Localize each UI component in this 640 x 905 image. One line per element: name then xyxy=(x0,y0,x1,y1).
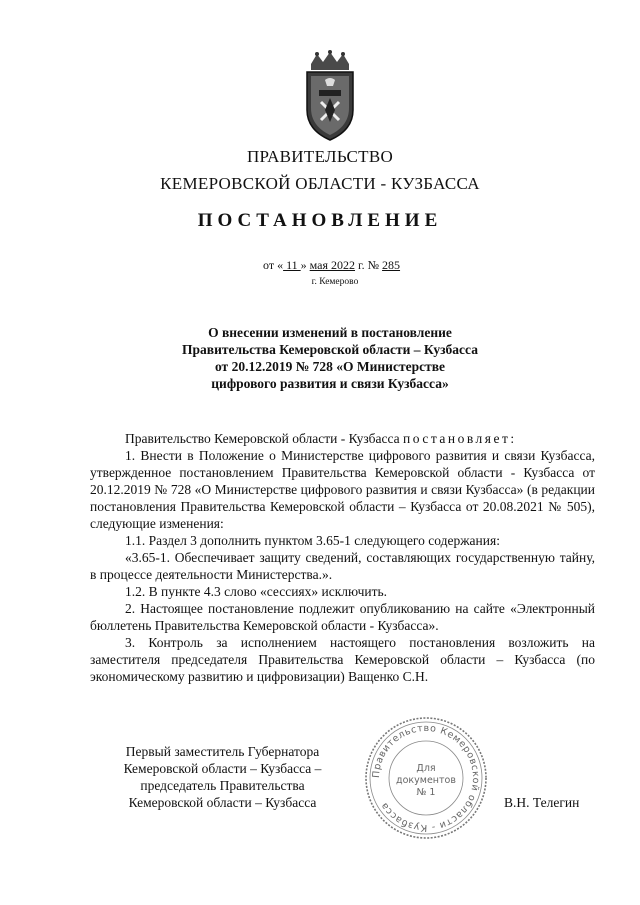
stamp-center-line2: документов xyxy=(396,775,456,786)
heading-line3: от 20.12.2019 № 728 «О Министерстве xyxy=(214,359,445,374)
intro-text: Правительство Кемеровской области - Кузбасса xyxy=(125,431,404,446)
date-mid: » xyxy=(300,258,310,272)
document-type-title: ПОСТАНОВЛЕНИЕ xyxy=(197,210,443,231)
paragraph-1-1-quote: «3.65-1. Обеспечивает защиту сведений, составляющих государственную тайну, в процессе деятельности Министерства.». xyxy=(90,550,595,582)
coat-of-arms-emblem xyxy=(299,50,361,142)
paragraph-3: 3. Контроль за исполнением настоящего постановления возложить на заместителя председателя Правительства Кемеровской области – Кузбасса (по экономическому развитию и цифровизации) Ващенко С.Н. xyxy=(90,635,595,684)
paragraph-1-2: 1.2. В пункте 4.3 слово «сессиях» исключить. xyxy=(125,584,388,599)
date-year-suffix: г. № xyxy=(355,258,383,272)
signature-line1: Первый заместитель Губернатора xyxy=(125,744,320,759)
intro-resolves: постановляет: xyxy=(403,431,517,446)
intro-paragraph xyxy=(90,430,595,447)
date-line xyxy=(263,258,400,273)
signature-line4: Кемеровской области – Кузбасса xyxy=(128,795,317,810)
date-day: 11 xyxy=(283,258,301,272)
date-month-year: мая 2022 xyxy=(309,258,356,272)
signature-line3: председатель Правительства xyxy=(140,778,305,793)
official-stamp xyxy=(363,715,489,841)
heading-line2: Правительства Кемеровской области – Кузбасса xyxy=(182,342,478,357)
date-prefix: от « xyxy=(263,258,284,272)
stamp-center-line3: № 1 xyxy=(416,787,436,798)
document-number: 285 xyxy=(382,258,401,272)
signer-name: В.Н. Телегин xyxy=(504,795,580,810)
heading-line4: цифрового развития и связи Кузбасса» xyxy=(211,376,449,391)
paragraph-1-1: 1.1. Раздел 3 дополнить пунктом 3.65-1 следующего содержания: xyxy=(125,533,500,548)
stamp-center-line1: Для xyxy=(416,763,436,774)
document-heading xyxy=(150,324,510,392)
heading-line1: О внесении изменений в постановление xyxy=(208,325,452,340)
government-name-line2: КЕМЕРОВСКОЙ ОБЛАСТИ - КУЗБАССА xyxy=(160,174,480,193)
paragraph-2: 2. Настоящее постановление подлежит опубликованию на сайте «Электронный бюллетень Правительства Кемеровской области - Кузбасса». xyxy=(90,601,595,633)
signature-position xyxy=(90,743,355,811)
stamp-ring-text: Правительство Кемеровской области - Кузбасса xyxy=(370,722,482,834)
signature-line2: Кемеровской области – Кузбасса – xyxy=(123,761,322,776)
city-label: г. Кемерово xyxy=(311,277,359,287)
document-body xyxy=(90,430,595,685)
government-name-line1: ПРАВИТЕЛЬСТВО xyxy=(246,147,394,166)
paragraph-1: 1. Внести в Положение о Министерстве цифрового развития и связи Кузбасса, утвержденное постановлением Правительства Кемеровской области - Кузбасса от 20.12.2019 № 728 «О Министерстве цифрового развития и связи Кузбасса» (в редакции постановления Правительства Кемеровской области – Кузбасса от 20.08.2021 № 505), следующие изменения: xyxy=(90,448,595,531)
